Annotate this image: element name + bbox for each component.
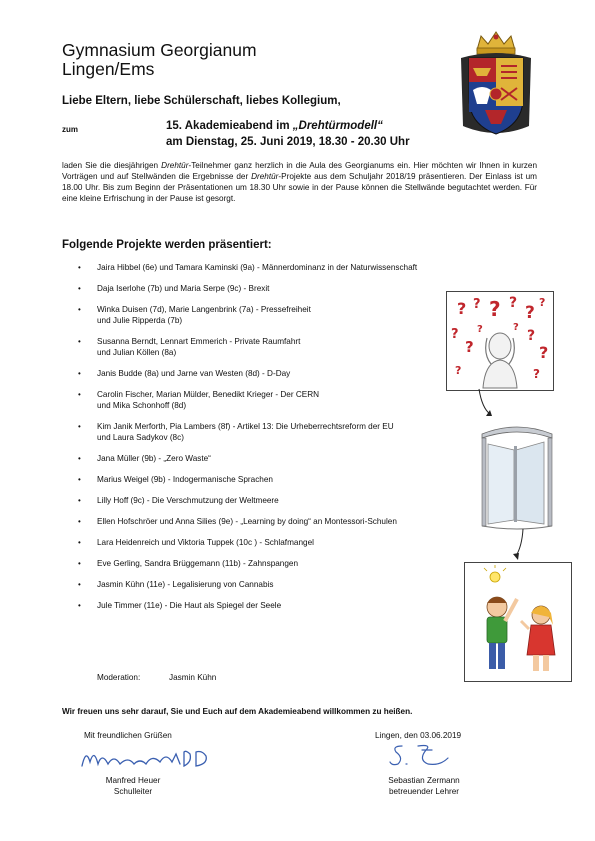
project-item [78,368,498,379]
bullet-icon: • [78,305,81,314]
project-list [78,262,498,611]
project-item [78,558,498,569]
bullet-icon: • [78,369,81,378]
project-line2: und Laura Sadykov (8c) [97,433,184,442]
students-idea-cartoon [464,562,572,682]
intro-text-3: -Projekte aus dem Schuljahr 2018/19 präsentieren. Der Einlass ist um 18.00 Uhr. Bis zum Beginn der Präsentationen um 18.30 Uhr sowie in der Pause können die Stellwände begutachtet werden. Für eine kleine Erfrischung in der Pause ist gesorgt. [62,172,537,203]
event-title-prefix: 15. Akademieabend im [166,120,293,132]
bullet-icon: • [78,496,81,505]
signatory-heuer [92,775,174,797]
project-item [78,262,498,273]
svg-text:?: ? [477,324,483,335]
bullet-icon: • [78,422,81,431]
bullet-icon: • [78,538,81,547]
intro-text-1: laden Sie die diesjährigen [62,161,162,170]
intro-text-drehtuer-1: Drehtür [161,161,189,170]
bullet-icon: • [78,337,81,346]
revolving-door [478,420,556,530]
svg-text:?: ? [451,327,459,342]
project-line2: und Mika Schonhoff (8d) [97,401,187,410]
svg-text:?: ? [525,303,535,323]
project-item [78,579,498,590]
svg-text:?: ? [455,364,462,377]
project-line1: Susanna Berndt, Lennart Emmerich - Private Raumfahrt [97,337,301,346]
svg-text:?: ? [539,343,549,362]
svg-text:?: ? [457,299,467,318]
svg-text:?: ? [489,297,501,321]
bullet-icon: • [78,475,81,484]
closing-sentence: Wir freuen uns sehr darauf, Sie und Euch auf dem Akademieabend willkommen zu heißen. [62,707,413,716]
project-line1: Marius Weigel (9b) - Indogermanische Sprachen [97,475,273,484]
moderation-label: Moderation: [97,673,141,682]
project-line1: Kim Janik Merforth, Pia Lambers (8f) - Artikel 13: Die Urheberrechtsreform der EU [97,422,394,431]
project-line1: Winka Duisen (7d), Marie Langenbrink (7a) - Pressefreiheit [97,305,311,314]
intro-paragraph [62,160,537,204]
project-line1: Lara Heidenreich und Viktoria Tuppek (10c ) - Schlafmangel [97,538,314,547]
svg-text:?: ? [473,297,481,312]
signatory-name: Sebastian Zermann [388,776,460,785]
project-item [78,389,498,411]
project-item [78,537,498,548]
question-marks-figure [446,291,554,391]
moderation [97,673,217,682]
bullet-icon: • [78,390,81,399]
project-item [78,474,498,485]
project-item [78,453,498,464]
project-item [78,600,498,611]
project-line1: Jaira Hibbel (6e) und Tamara Kaminski (9a) - Männerdominanz in der Naturwissenschaft [97,263,418,272]
project-item [78,283,498,294]
intro-text-2: -Teilnehmer ganz herzlich in die Aula des Georgianums ein. Hier möchten wir Ihnen in kurzen Vorträgen und auf Stellwänden die Ergebnisse der [62,161,537,181]
svg-text:?: ? [533,367,540,381]
signature-heuer [80,742,220,772]
greetings: Mit freundlichen Grüßen [84,731,172,740]
school-name-line1: Gymnasium Georgianum [62,40,257,60]
svg-text:?: ? [539,296,546,309]
bullet-icon: • [78,559,81,568]
zum-label: zum [62,125,78,134]
signature-zermann [388,740,458,770]
bullet-icon: • [78,284,81,293]
projects-heading: Folgende Projekte werden präsentiert: [62,239,272,251]
signatory-role: Schulleiter [113,787,153,796]
project-line1: Daja Iserlohe (7b) und Maria Serpe (9c) - Brexit [97,284,270,293]
event-date: am Dienstag, 25. Juni 2019, 18.30 - 20.30 Uhr [166,136,410,148]
school-name-line2: Lingen/Ems [62,59,155,79]
project-line2: und Julie Ripperda (7b) [97,316,183,325]
school-name [62,41,257,79]
project-line1: Jasmin Kühn (11e) - Legalisierung von Cannabis [97,580,274,589]
project-item [78,304,498,326]
bullet-icon: • [78,263,81,272]
bullet-icon: • [78,601,81,610]
arrow-down-icon [508,528,528,562]
arrow-down-icon [476,388,496,420]
signatory-name: Manfred Heuer [105,776,161,785]
signatory-zermann [372,775,476,797]
svg-text:?: ? [465,338,474,356]
project-line1: Janis Budde (8a) und Jarne van Westen (8d) - D-Day [97,369,291,378]
intro-text-drehtuer-2: Drehtür [251,172,279,181]
signatory-role: betreuender Lehrer [388,787,460,796]
bullet-icon: • [78,517,81,526]
school-crest [455,28,537,140]
bullet-icon: • [78,580,81,589]
svg-text:?: ? [509,295,518,311]
project-item [78,336,498,358]
project-item [78,495,498,506]
project-line1: Carolin Fischer, Marian Mülder, Benedikt Krieger - Der CERN [97,390,320,399]
event-title [166,120,383,132]
project-line1: Lilly Hoff (9c) - Die Verschmutzung der Weltmeere [97,496,279,505]
project-item [78,421,498,443]
moderation-name: Jasmin Kühn [169,673,217,682]
svg-text:?: ? [527,328,536,344]
project-line1: Ellen Hofschröer und Anna Silies (9e) - „Learning by doing“ an Montessori-Schulen [97,517,397,526]
greeting: Liebe Eltern, liebe Schülerschaft, liebes Kollegium, [62,95,341,107]
project-line1: Eve Gerling, Sandra Brüggemann (11b) - Zahnspangen [97,559,299,568]
project-item [78,516,498,527]
project-line1: Jule Timmer (11e) - Die Haut als Spiegel der Seele [97,601,282,610]
project-line1: Jana Müller (9b) - „Zero Waste“ [97,454,211,463]
event-title-model: „Drehtürmodell“ [292,120,383,132]
place-date: Lingen, den 03.06.2019 [375,731,462,740]
svg-text:?: ? [513,322,519,333]
project-line2: und Julian Köllen (8a) [97,348,177,357]
bullet-icon: • [78,454,81,463]
